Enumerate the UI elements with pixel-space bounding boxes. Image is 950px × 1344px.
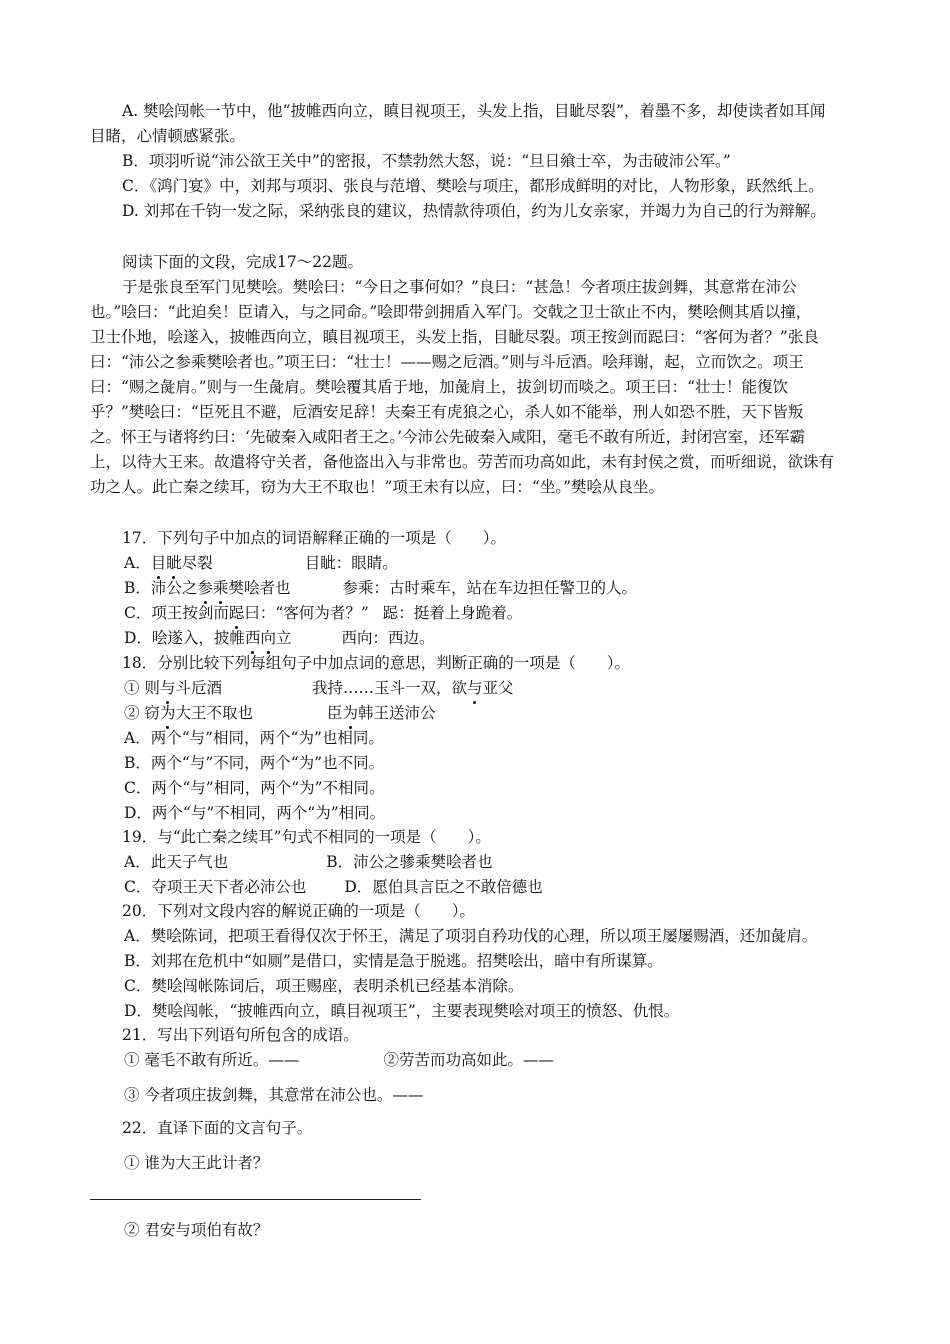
pair-text: 亚父 [482, 679, 514, 697]
q17-b-suffix: 樊哙者也 [228, 579, 291, 597]
q19-stem: 19．与“此亡秦之续耳”句式不相同的一项是（ ）。 [122, 828, 491, 846]
passage-line: 于是张良至军门见樊哙。樊哙曰：“今日之事何如？”良曰：“甚急！今者项庄拔剑舞，其意常在沛公 [122, 278, 797, 296]
dotted-char: 为 [342, 704, 358, 722]
dotted-char: 参 [197, 579, 213, 597]
option-a-line1: A. 樊哙闯帐一节中，他“披帷西向立，瞋目视项王，头发上指，目眦尽裂”，着墨不多，却使读者如耳闻 [122, 102, 826, 120]
q18-option-a: A．两个“与”相同，两个“为”也相同。 [124, 729, 384, 747]
q17-a-suffix: 尽裂 [181, 554, 213, 572]
dotted-char: 与 [159, 679, 176, 697]
q17-option-b [124, 577, 637, 599]
q19-option-b: B．沛公之骖乘樊哙者也 [326, 853, 493, 871]
q19-row-ab [124, 851, 493, 873]
q18-option-d: D．两个“与”不相同，两个“为”相同。 [124, 804, 386, 822]
q18-pair-1 [124, 677, 514, 699]
dotted-char: 为 [159, 704, 176, 722]
pair-text: 大王不取也 [175, 704, 253, 722]
q21-item-1: ① 毫毛不敢有所近。—— [124, 1051, 300, 1069]
pair-text: ② 窃 [124, 704, 160, 722]
q17-c-prefix: C．项王按剑而 [124, 604, 229, 622]
pair-text: 斗卮酒 [175, 679, 222, 697]
passage-line: 之。怀王与诸将约曰：‘先破秦入咸阳者王之。’今沛公先破秦入咸阳，毫毛不敢有所近，封闭宫室，还军霸 [90, 428, 806, 446]
option-c: C．《鸿门宴》中，刘邦与项羽、张良与范增、樊哙与项庄，都形成鲜明的对比，人物形象，跃然纸上。 [122, 177, 824, 195]
passage-intro: 阅读下面的文段，完成17～22题。 [122, 253, 363, 271]
q19-row-cd [124, 876, 543, 898]
q22-item-2: ② 君安与项伯有故？ [124, 1221, 269, 1239]
q17-b-note: 参乘：古时乘车，站在车边担任警卫的人。 [342, 579, 637, 597]
q20-option-c: C．樊哙闯帐陈词后，项王赐座，表明杀机已经基本消除。 [124, 977, 524, 995]
dotted-char: 与 [466, 679, 483, 697]
q20-option-b: B．刘邦在危机中“如厕”是借口，实情是急于脱逃。招樊哙出，暗中有所谋算。 [124, 952, 663, 970]
dotted-char: 向 [260, 629, 276, 647]
option-b: B．项羽听说“沛公欲王关中”的密报，不禁勃然大怒，说：“旦日飨士卒，为击破沛公军。” [122, 152, 731, 170]
dotted-char: 西 [244, 629, 261, 647]
q22-item-1: ① 谁为大王此计者？ [124, 1154, 269, 1172]
dotted-char: 眦 [166, 554, 182, 572]
q17-c-suffix: 曰：“客何为者？” [244, 604, 369, 622]
passage-line: 乎？”樊哙曰：“臣死且不避，卮酒安足辞！夫秦王有虎狼之心，杀人如不能举，刑人如恐不胜，天下皆叛 [90, 403, 804, 421]
q18-option-b: B．两个“与”不同，两个“为”也不同。 [124, 754, 385, 772]
pair-text: 韩王送沛公 [358, 704, 436, 722]
q17-d-suffix: 立 [275, 629, 292, 647]
q17-a-note: 目眦：眼睛。 [304, 554, 398, 572]
q17-c-note: 跽：挺着上身跪着。 [382, 604, 523, 622]
q21-stem: 21．写出下列语句所包含的成语。 [122, 1026, 359, 1044]
passage-line: 也。”哙曰：“此迫矣！臣请入，与之同命。”哙即带剑拥盾入军门。交戟之卫士欲止不内，樊哙侧其盾以撞， [90, 303, 812, 321]
q19-option-a: A．此天子气也 [124, 853, 229, 871]
option-d: D. 刘邦在千钧一发之际，采纳张良的建议，热情款待项伯，约为儿女亲家，并竭力为自己的行为辩解。 [122, 202, 826, 220]
pair-text: ① 则 [124, 679, 160, 697]
q20-stem: 20．下列对文段内容的解说正确的一项是（ ）。 [122, 902, 475, 920]
q17-option-c [124, 602, 522, 624]
q19-option-c: C．夺项王天下者必沛公也 [124, 878, 307, 896]
q21-item-2: ②劳苦而功高如此。—— [383, 1051, 554, 1069]
pair-text: 我持……玉斗一双，欲 [311, 679, 467, 697]
dotted-char: 乘 [212, 579, 229, 597]
q17-option-d [124, 627, 435, 649]
q19-option-d: D．愿伯具言臣之不敢倍德也 [344, 878, 543, 896]
q20-option-a: A．樊哙陈词，把项王看得仅次于怀王，满足了项羽自矜功伐的心理，所以项王屡屡赐酒，还加彘肩。 [124, 927, 818, 945]
dotted-char: 目 [150, 554, 167, 572]
q18-option-c: C．两个“与”相同，两个“为”不相同。 [124, 779, 385, 797]
option-a-line2: 目睹，心情顿感紧张。 [90, 127, 246, 145]
q18-pair-2 [124, 702, 436, 724]
dotted-char: 跽 [228, 604, 245, 622]
passage-line: 曰：“赐之彘肩。”则与一生彘肩。樊哙覆其盾于地，加彘肩上，拔剑切而啖之。项王曰：“壮士！能復饮 [90, 378, 789, 396]
passage-line: 上，以待大王来。故遣将守关者，备他盗出入与非常也。劳苦而功高如此，未有封侯之赏，而听细说，欲诛有 [90, 453, 835, 471]
q17-option-a [124, 552, 398, 574]
pair-text: 臣 [326, 704, 343, 722]
q17-d-note: 西向：西边。 [341, 629, 435, 647]
q17-a-prefix: A． [124, 554, 151, 572]
q18-stem: 18．分别比较下列每组句子中加点词的意思，判断正确的一项是（ ）。 [122, 654, 630, 672]
q17-stem: 17．下列句子中加点的词语解释正确的一项是（ ）。 [122, 529, 506, 547]
passage-line: 卫士仆地，哙遂入，披帷西向立，瞋目视项王，头发上指，目眦尽裂。项王按剑而跽曰：“客何为者？”张良 [90, 328, 819, 346]
passage-line: 功之人。此亡秦之续耳，窃为大王不取也！”项王未有以应，曰：“坐。”樊哙从良坐。 [90, 478, 665, 496]
q17-b-prefix: B．沛公之 [124, 579, 198, 597]
q21-items-1-2 [124, 1049, 554, 1071]
q22-stem: 22．直译下面的文言句子。 [122, 1119, 313, 1137]
q17-d-prefix: D．哙遂入，披帷 [124, 629, 245, 647]
answer-line [90, 1199, 421, 1200]
q21-item-3: ③ 今者项庄拔剑舞，其意常在沛公也。—— [124, 1086, 424, 1104]
q20-option-d: D．樊哙闯帐，“披帷西向立，瞋目视项王”，主要表现樊哙对项王的愤怒、仇恨。 [124, 1002, 680, 1020]
passage-line: 曰：“沛公之参乘樊哙者也。”项王曰：“壮士！——赐之卮酒。”则与斗卮酒。哙拜谢，起，立而饮之。项王 [90, 353, 804, 371]
